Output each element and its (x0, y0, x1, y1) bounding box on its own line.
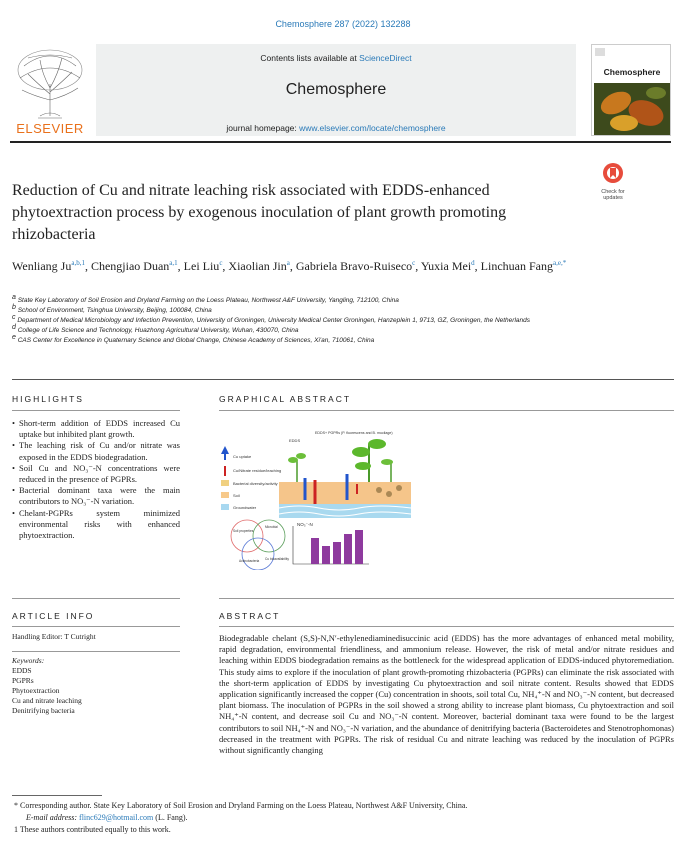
keyword-item: Cu and nitrate leaching (12, 696, 82, 705)
author-name[interactable]: Chengjiao Duan (90, 259, 170, 273)
sciencedirect-link[interactable]: ScienceDirect (359, 53, 412, 63)
contents-line (96, 53, 576, 63)
highlight-item: • Short-term addition of EDDS increased Cu uptake but inhibited plant growth. (12, 418, 180, 440)
footnote-rule (12, 795, 102, 796)
keyword-item: Phytoextraction (12, 686, 60, 695)
author-affiliation-marker[interactable]: d (471, 259, 475, 267)
homepage-link[interactable]: www.elsevier.com/locate/chemosphere (299, 123, 446, 133)
author-affiliation-marker[interactable]: a,1 (169, 259, 178, 267)
affiliation-item (12, 333, 672, 346)
author-name[interactable]: Wenliang Ju (12, 259, 72, 273)
ga-label-no3: NO₃⁻-N (297, 522, 313, 527)
ga-legend-groundwater: Groundwater (233, 505, 257, 510)
author-affiliation-marker[interactable]: a,b,1 (71, 259, 85, 267)
cover-title: Chemosphere (603, 67, 661, 77)
homepage-line (96, 123, 576, 133)
header-rule (10, 141, 671, 143)
keyword-item: PGPRs (12, 676, 34, 685)
ga-legend-cu-uptake: Cu uptake (233, 454, 252, 459)
ga-venn-d: Actinobacteria (239, 559, 260, 563)
journal-citation[interactable]: Chemosphere 287 (2022) 132288 (275, 19, 411, 29)
author-name[interactable]: Linchuan Fang (480, 259, 553, 273)
crossmark-label: Check for updates (601, 189, 625, 201)
ga-bar (322, 546, 330, 564)
journal-cover[interactable] (591, 44, 671, 136)
keyword-item: EDDS (12, 666, 32, 675)
ga-legend-leaching: Cu/Nitrate residue/leaching (233, 468, 282, 473)
ga-label-edds-pgprs: EDDS+ PGPRs (P. fluorescens and B. mucilage) (315, 431, 393, 435)
article-info-body (12, 632, 180, 716)
highlights-bottom-rule (12, 598, 180, 599)
author-name[interactable]: Xiaolian Jin (228, 259, 287, 273)
affiliation-list (12, 293, 672, 346)
affiliation-key: c (12, 313, 16, 321)
crossmark-badge[interactable] (595, 162, 631, 202)
ga-bar (311, 538, 319, 564)
highlight-item: • Bacterial dominant taxa were the main contributors to NO₃⁻-N variation. (12, 485, 180, 507)
cover-publisher-mark (595, 48, 605, 56)
affiliation-text: Department of Medical Microbiology and Infection Prevention, University of Groningen, University Medical Center Groningen, Hanzeplein 1, 9713, GZ, Groningen, the Netherlands (17, 317, 530, 324)
article-info-heading: ARTICLE INFO (12, 611, 95, 621)
abstract-rule (219, 626, 674, 627)
article-info-rule (12, 626, 180, 627)
homepage-prefix: journal homepage: (226, 123, 297, 133)
ga-venn-c: Cu bioavailability (265, 557, 289, 561)
highlight-item: • Soil Cu and NO₃⁻-N concentrations were reduced in the presence of PGPRs. (12, 463, 180, 485)
keywords-label: Keywords: (12, 656, 45, 665)
author-affiliation-marker[interactable]: a (286, 259, 290, 267)
editor-rule (12, 651, 180, 652)
abstract-text: Biodegradable chelant (S,S)-N,N′-ethylenediaminedisuccinic acid (EDDS) has the more advantages of enhanced metal mobility, rapid degradation, environmental friendliness, and ammonium release. However, the risk of metal and/or nitrate residues and leaching within EDDS biodegradation remains as the bottleneck for the widespread application of EDDS-induced phytoremediation. This study aims to explore if the inoculation of plant growth-promoting rhizobacteria (PGPRs) can eliminate the risk associated with the short-term application of EDDS by investigating Cu phytoextraction and soil nitrate content. Results showed that EDDS application significantly increased the copper (Cu) concentration in shoots, soil total Cu, NH₄⁺-N and NO₃⁻-N content, but decreased plant biomass. The inoculation of PGPRs in the soil showed a strong ability to increase plant biomass, Cu phytoextraction and soil NH₄⁺-N content, and decrease soil Cu and NO₃⁻-N content. Moreover, bacterial dominant taxa were found to be the largest contributors to soil NH₄⁺-N and NO₃⁻-N variation, and the abundance of denitrifying bacteria (Bacteroidetes and Stenotrophomonas) decreased in the treatment with PGPRs. The risk of residual Cu and nitrate leaching was reduced by the inoculation of PGPRs without significantly changing (219, 633, 674, 756)
affiliation-key: b (12, 303, 16, 311)
ga-bar (333, 542, 341, 564)
ga-legend-soil: Soil (233, 493, 240, 498)
affiliation-text: CAS Center for Excellence in Quaternary Science and Global Change, Chinese Academy of Sciences, Xi'an, 710061, China (17, 337, 375, 344)
affiliation-text: State Key Laboratory of Soil Erosion and Dryland Farming on the Loess Plateau, Northwest A&F University, Yangling, 712100, China (17, 297, 399, 304)
author-name[interactable]: Gabriela Bravo-Ruiseco (295, 259, 413, 273)
author-name[interactable]: Lei Liu (183, 259, 220, 273)
highlight-item: • Chelant-PGPRs system minimized environmental risks with enhanced phytoextraction. (12, 508, 180, 542)
highlights-list (12, 418, 180, 541)
affiliation-item (12, 303, 672, 316)
author-list: Wenliang Ju$^{a,b,1}$, Chengjiao Duan$^{a,1}$, Lei Liu$^c$, Xiaolian Jin$^a$, Gabriela Bravo-Ruiseco$^c$, Yuxia Mei$^d$, Linchuan Fang$^{a,e,*}$ (12, 259, 567, 273)
author-affiliation-marker[interactable]: c (219, 259, 223, 267)
author-affiliation-marker[interactable]: a,e,* (552, 259, 567, 267)
author-name[interactable]: Yuxia Mei (420, 259, 472, 273)
affiliation-item (12, 293, 672, 306)
graphical-abstract-heading: GRAPHICAL ABSTRACT (219, 394, 352, 404)
equal-contribution-note: 1 These authors contributed equally to this work. (14, 825, 171, 834)
abstract-heading: ABSTRACT (219, 611, 281, 621)
ga-venn-a: Soil properties (233, 529, 254, 533)
affiliation-rule (12, 379, 674, 380)
crossmark-icon (595, 162, 631, 184)
highlight-item: • The leaching risk of Cu and/or nitrate was exposed in the EDDS biodegradation. (12, 440, 180, 462)
email-label: E-mail address: (26, 813, 78, 822)
email-link[interactable]: flinc629@hotmail.com (79, 813, 154, 822)
affiliation-text: School of Environment, Tsinghua University, Beijing, 100084, China (17, 307, 212, 314)
affiliation-item (12, 313, 672, 326)
highlights-rule (12, 410, 180, 411)
contents-prefix: Contents lists available at (260, 53, 357, 63)
ga-venn-b: Microbial (265, 525, 278, 529)
highlights-heading: HIGHLIGHTS (12, 394, 84, 404)
affiliation-text: College of Life Science and Technology, Huazhong Agricultural University, Wuhan, 430070, China (17, 327, 299, 334)
graphical-abstract-figure[interactable] (219, 430, 414, 570)
affiliation-key: d (12, 323, 16, 331)
article-title: Reduction of Cu and nitrate leaching risk associated with EDDS-enhanced phytoextraction process by exogenous inoculation of plant growth promoting rhizobacteria (12, 182, 507, 243)
graphical-abstract-rule (219, 410, 674, 411)
journal-name: Chemosphere (285, 81, 387, 98)
email-suffix: (L. Fang). (155, 813, 188, 822)
author-affiliation-marker[interactable]: c (412, 259, 416, 267)
affiliation-key: a (12, 293, 16, 301)
handling-editor: Handling Editor: T Cutright (12, 632, 96, 641)
elsevier-wordmark: ELSEVIER (16, 121, 84, 136)
ga-bar (344, 534, 352, 564)
ga-label-edds: EDDS (289, 438, 301, 443)
affiliation-item (12, 323, 672, 336)
keyword-item: Denitrifying bacteria (12, 706, 75, 715)
affiliation-key: e (12, 333, 16, 341)
ga-bar (355, 530, 363, 564)
ga-bottom-rule (219, 598, 674, 599)
email-note (14, 812, 654, 824)
keyword-list (12, 666, 180, 716)
corresponding-note: * Corresponding author. State Key Laboratory of Soil Erosion and Dryland Farming on the Loess Plateau, Northwest A&F University, China. (14, 801, 468, 810)
cover-image (594, 83, 670, 135)
ga-legend-bacteria: Bacterial diversity/activity (233, 481, 278, 486)
footnotes (14, 800, 654, 836)
